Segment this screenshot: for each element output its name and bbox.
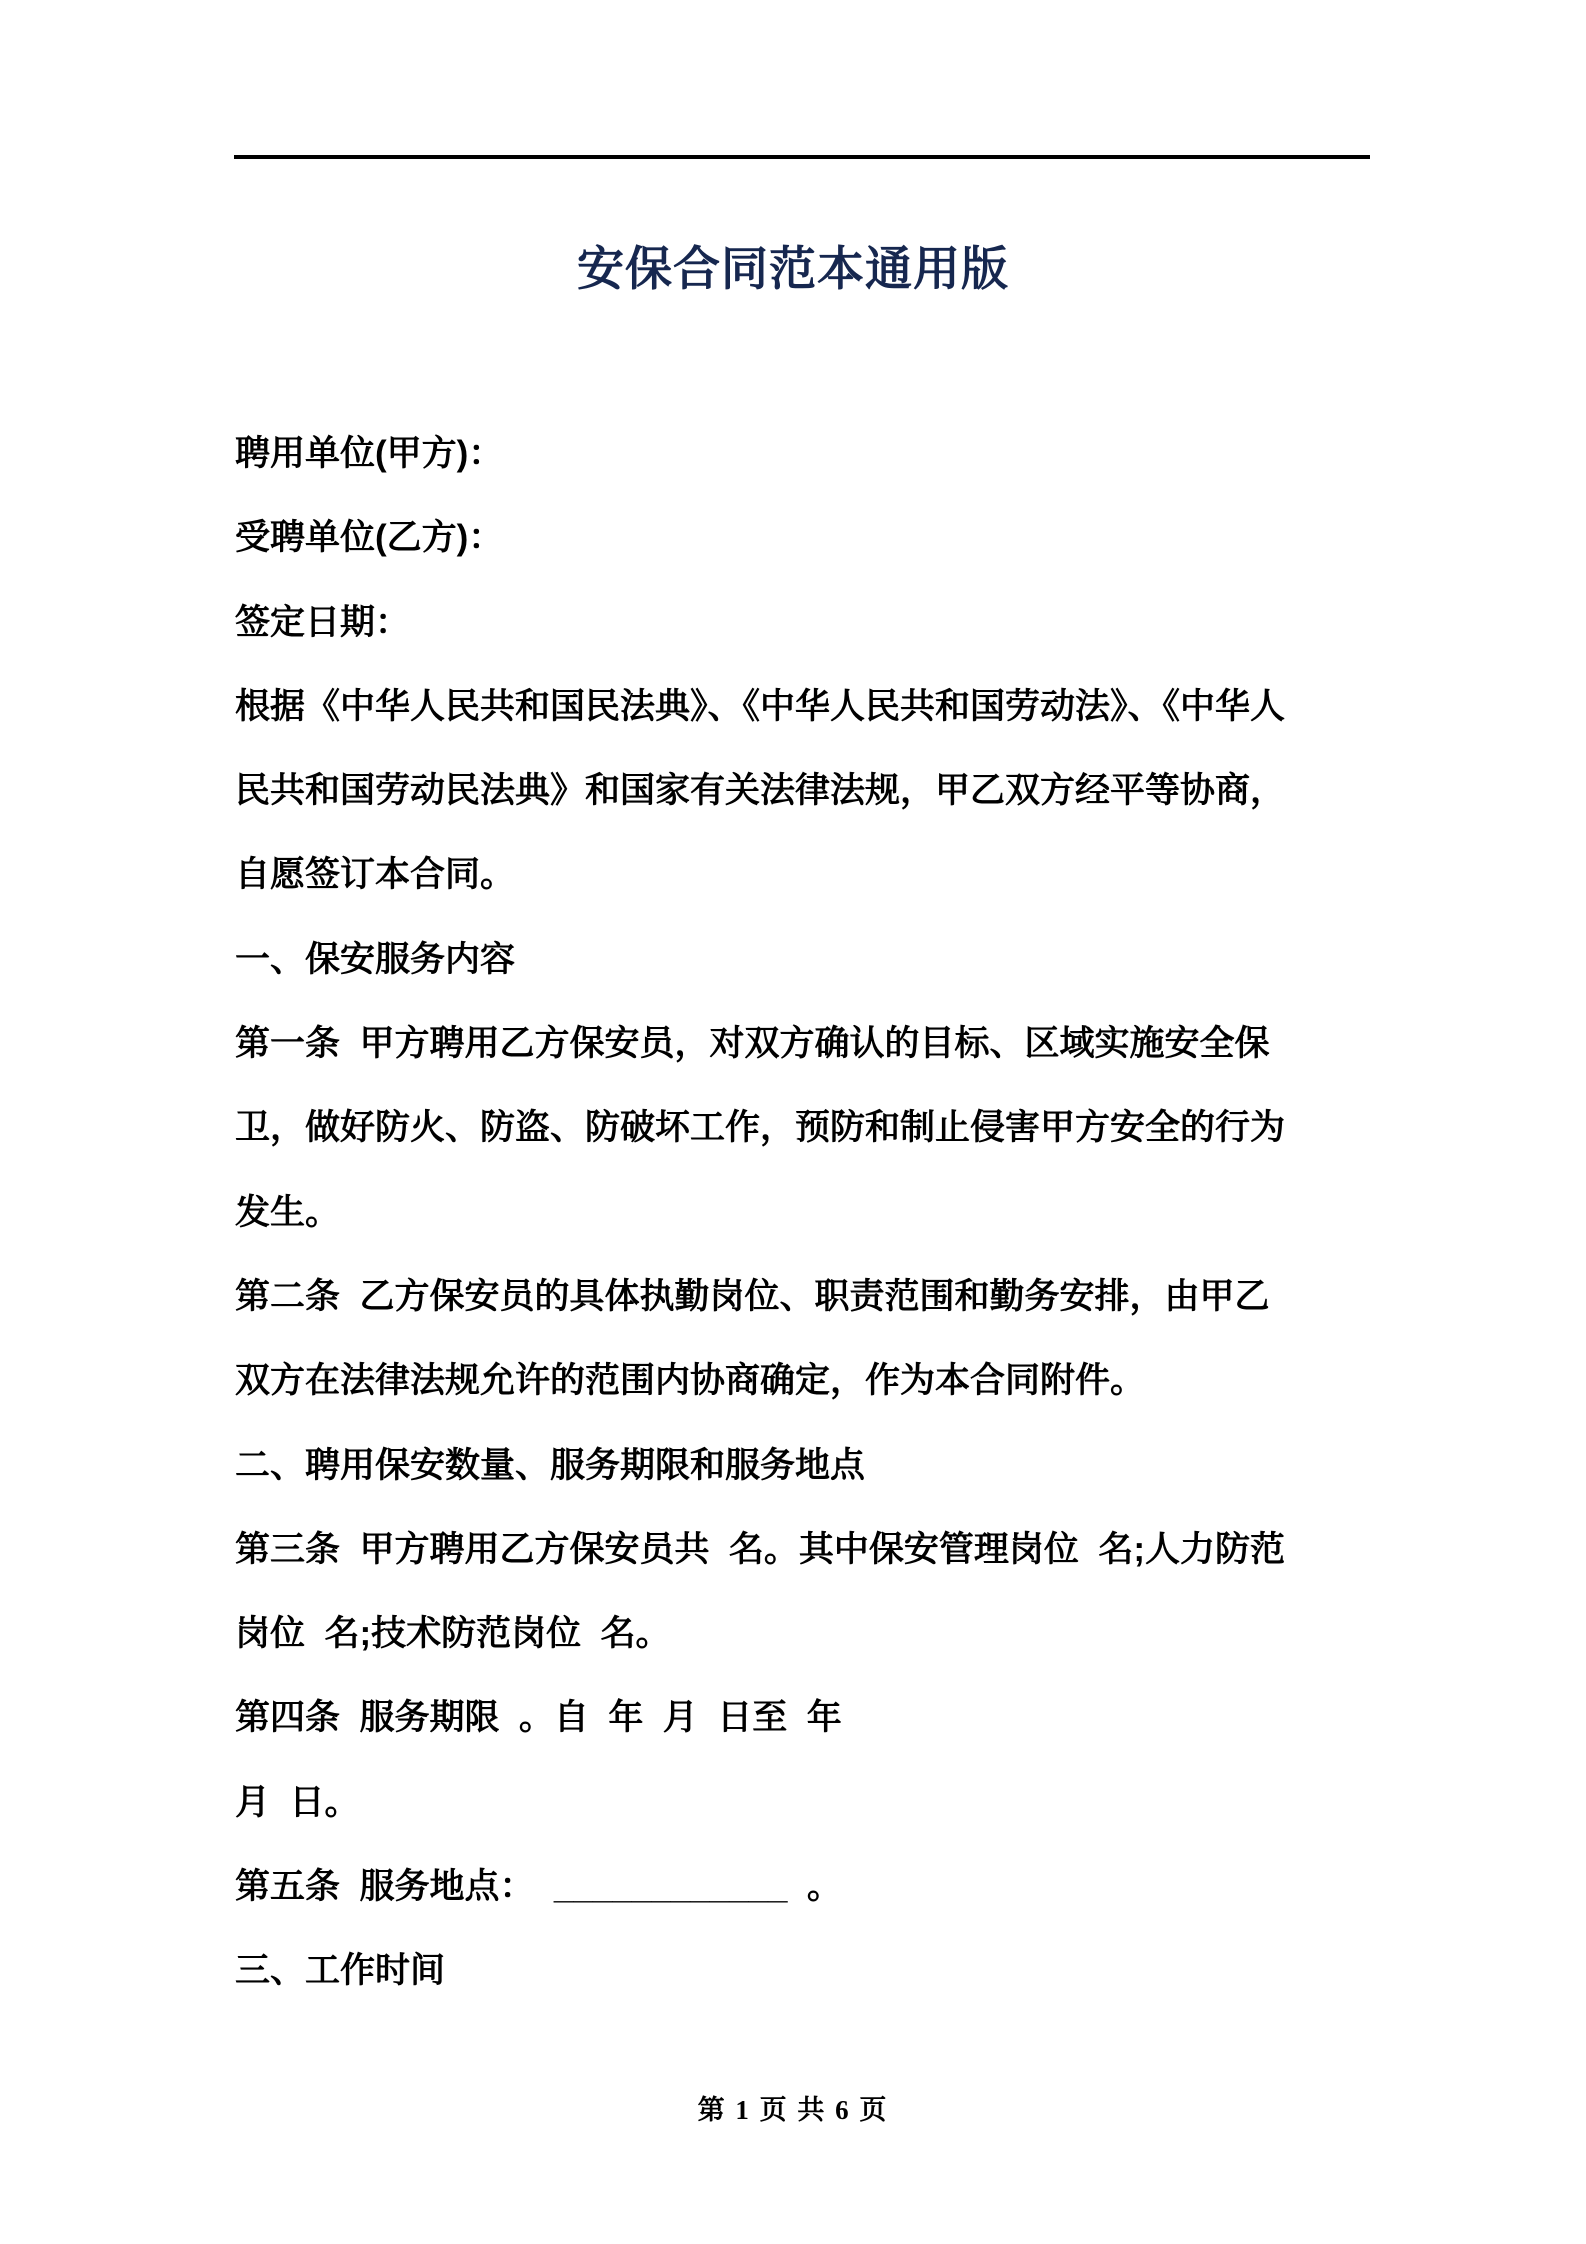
header-rule [234, 155, 1370, 159]
page-number-footer: 第 1 页 共 6 页 [697, 2095, 889, 2125]
text-line-preamble-3: 自愿签订本合同。 [235, 855, 516, 895]
section-heading-3: 三、工作时间 [235, 1951, 446, 1991]
text-line-preamble-1: 根据《中华人民共和国民法典》、《中华人民共和国劳动法》、《中华人 [235, 686, 1286, 726]
text-line-article-5: 第五条 服务地点： ____________ 。 [235, 1867, 842, 1907]
text-line-article-2a: 第二条 乙方保安员的具体执勤岗位、职责范围和勤务安排，由甲乙 [235, 1276, 1270, 1316]
text-line-article-1b: 卫，做好防火、防盗、防破坏工作，预防和制止侵害甲方安全的行为 [235, 1108, 1286, 1148]
document-title: 安保合同范本通用版 [577, 242, 1009, 295]
text-line-article-1a: 第一条 甲方聘用乙方保安员，对双方确认的目标、区域实施安全保 [235, 1024, 1270, 1064]
section-heading-2: 二、聘用保安数量、服务期限和服务地点 [235, 1445, 866, 1485]
text-line-sign-date: 签定日期： [235, 602, 411, 642]
text-line-article-4a: 第四条 服务期限 。自 年 月 日至 年 [235, 1698, 842, 1738]
text-line-party-a: 聘用单位(甲方)： [235, 434, 504, 473]
text-line-article-1c: 发生。 [235, 1192, 341, 1232]
text-line-party-b: 受聘单位(乙方)： [235, 518, 504, 558]
text-line-article-3a: 第三条 甲方聘用乙方保安员共 名。其中保安管理岗位 名;人力防范 [235, 1529, 1286, 1569]
text-line-preamble-2: 民共和国劳动民法典》和国家有关法律法规，甲乙双方经平等协商， [235, 771, 1286, 811]
document-body [235, 412, 1375, 2014]
text-line-article-2b: 双方在法律法规允许的范围内协商确定，作为本合同附件。 [235, 1361, 1146, 1401]
text-line-article-3b: 岗位 名;技术防范岗位 名。 [235, 1614, 671, 1654]
text-line-article-4b: 月 日。 [235, 1782, 360, 1822]
section-heading-1: 一、保安服务内容 [235, 939, 516, 979]
